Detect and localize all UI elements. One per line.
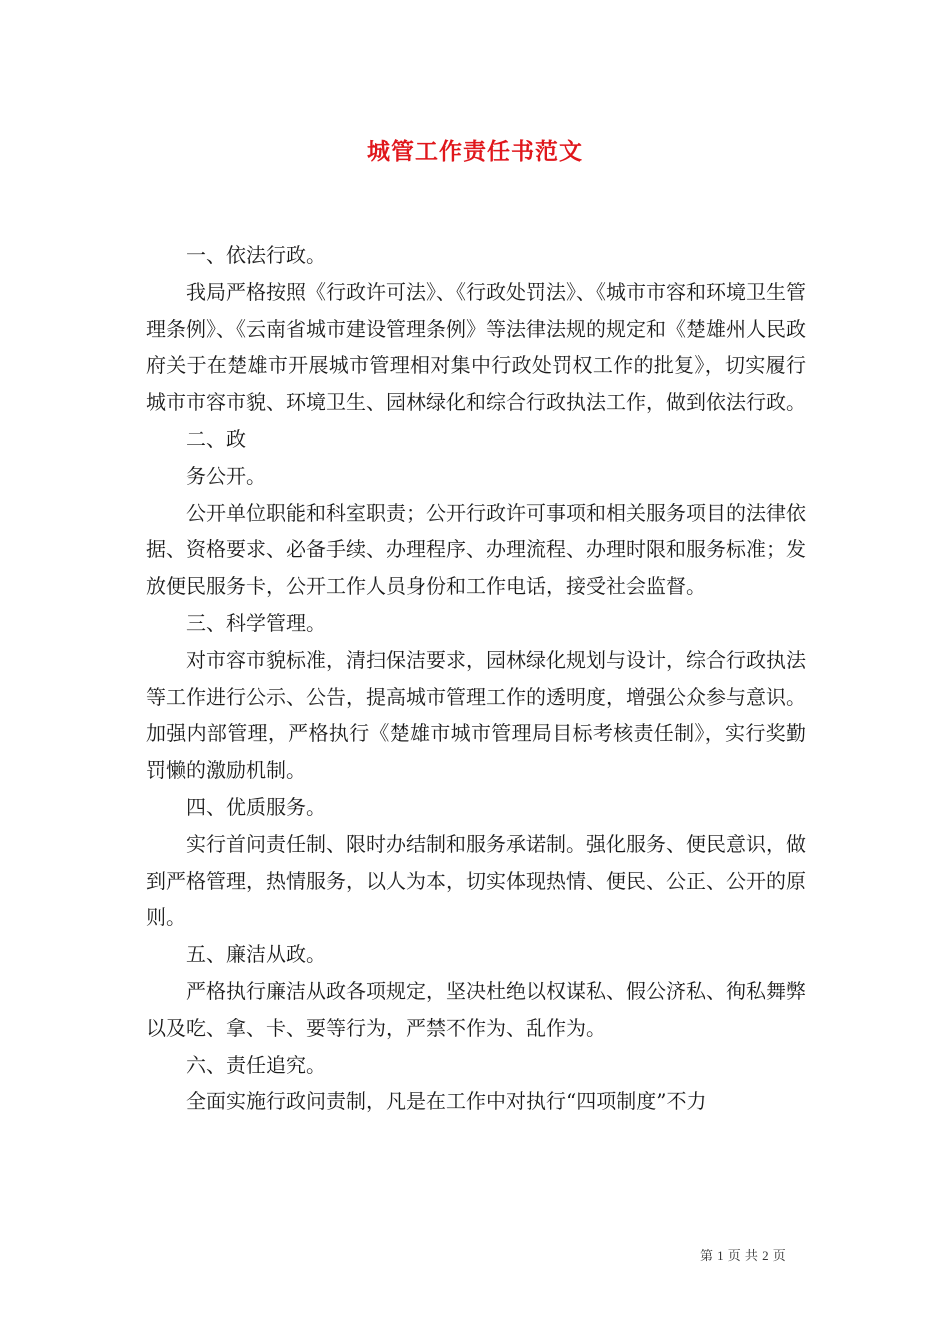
paragraph: 全面实施行政问责制，凡是在工作中对执行“四项制度”不力	[186, 1089, 707, 1114]
footer-total-pages: 2	[762, 1248, 769, 1263]
section-heading-3: 三、科学管理。	[186, 610, 326, 635]
paragraph: 实行首问责任制、限时办结制和服务承诺制。强化服务、便民意识，做到严格管理，热情服务，以人为本，切实体现热情、便民、公正、公开的原则。	[146, 831, 806, 930]
page-number-footer	[700, 1245, 820, 1264]
document-title: 城管工作责任书范文	[367, 138, 583, 165]
paragraph: 对市容市貌标准，清扫保洁要求，园林绿化规划与设计，综合行政执法等工作进行公示、公告，提高城市管理工作的透明度，增强公众参与意识。加强内部管理，严格执行《楚雄市城市管理局目标考核责任制》，实行奖勤罚懒的激励机制。	[146, 647, 806, 783]
paragraph: 严格执行廉洁从政各项规定，坚决杜绝以权谋私、假公济私、徇私舞弊以及吃、拿、卡、要等行为，严禁不作为、乱作为。	[146, 978, 806, 1040]
section-heading-6: 六、责任追究。	[186, 1052, 326, 1077]
footer-prefix: 第	[700, 1249, 714, 1264]
section-heading-4: 四、优质服务。	[186, 794, 326, 819]
document-body	[146, 237, 806, 1120]
section-heading-2-part2: 务公开。	[186, 463, 266, 488]
paragraph: 公开单位职能和科室职责；公开行政许可事项和相关服务项目的法律依据、资格要求、必备手续、办理程序、办理流程、办理时限和服务标准；发放便民服务卡，公开工作人员身份和工作电话，接受社会监督。	[146, 500, 806, 599]
footer-middle: 页 共	[727, 1249, 758, 1264]
section-heading-2-part1: 二、政	[186, 426, 246, 451]
footer-suffix: 页	[772, 1249, 786, 1264]
paragraph: 我局严格按照《行政许可法》、《行政处罚法》、《城市市容和环境卫生管理条例》、《云南省城市建设管理条例》等法律法规的规定和《楚雄州人民政府关于在楚雄市开展城市管理相对集中行政处罚权工作的批复》，切实履行城市市容市貌、环境卫生、园林绿化和综合行政执法工作，做到依法行政。	[146, 279, 806, 415]
footer-current-page: 1	[717, 1248, 724, 1263]
section-heading-1: 一、依法行政。	[186, 243, 326, 267]
section-heading-5: 五、廉洁从政。	[186, 942, 326, 967]
